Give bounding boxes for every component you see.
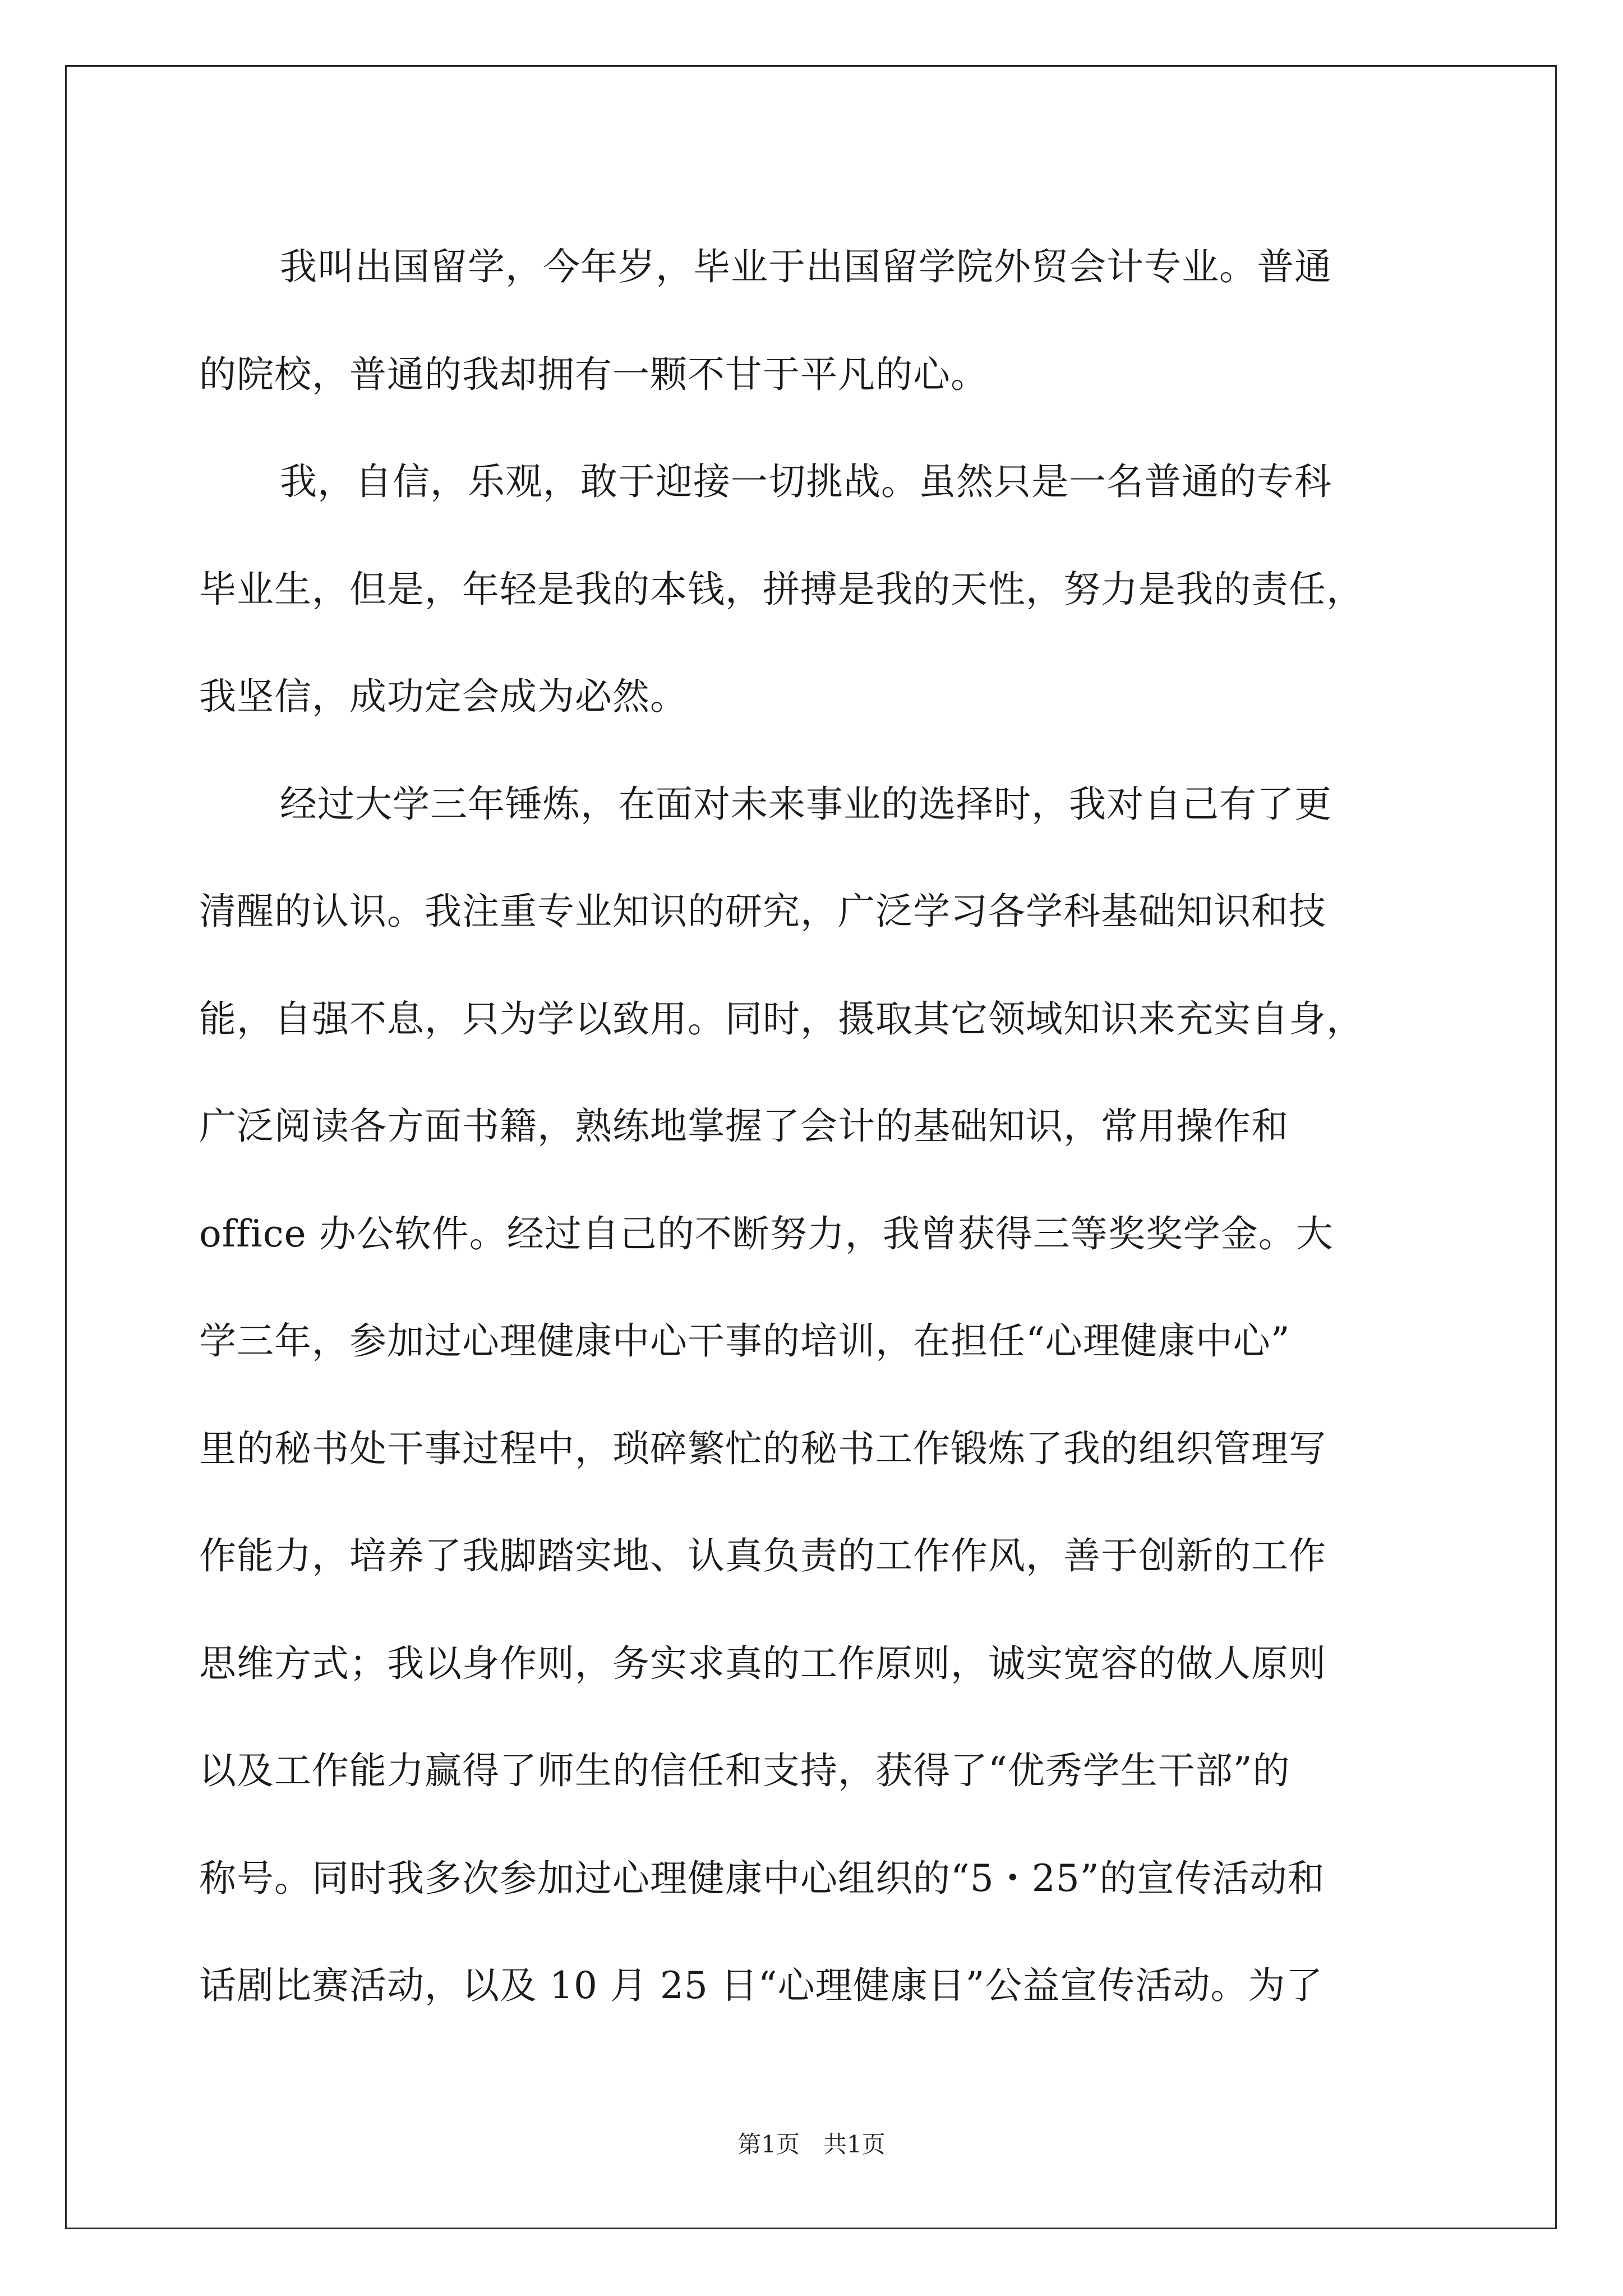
document-body [199,213,1472,2040]
text-line: 毕业生，但是，年轻是我的本钱，拼搏是我的天性，努力是我的责任， [199,567,1364,611]
text-line: 话剧比赛活动，以及 10 月 25 日“心理健康日”公益宣传活动。为了 [199,1964,1324,2007]
text-line: 我坚信，成功定会成为必然。 [199,675,688,718]
text-line: 经过大学三年锤炼，在面对未来事业的选择时，我对自己有了更 [280,782,1332,826]
text-line: 我，自信，乐观，敢于迎接一切挑战。虽然只是一名普通的专科 [280,460,1332,503]
text-line: 里的秘书处干事过程中，琐碎繁忙的秘书工作锻炼了我的组织管理写 [199,1427,1326,1470]
text-line: 的院校，普通的我却拥有一颗不甘于平凡的心。 [199,352,988,396]
text-line: office 办公软件。经过自己的不断努力，我曾获得三等奖奖学金。大 [199,1212,1334,1255]
text-line: 我叫出国留学，今年岁，毕业于出国留学院外贸会计专业。普通 [280,245,1332,288]
text-line: 以及工作能力赢得了师生的信任和支持，获得了“优秀学生干部”的 [199,1749,1290,1792]
text-line: 思维方式；我以身作则，务实求真的工作原则，诚实宽容的做人原则 [199,1641,1326,1685]
text-line: 清醒的认识。我注重专业知识的研究，广泛学习各学科基础知识和技 [199,890,1326,933]
text-line: 能，自强不息，只为学以致用。同时，摄取其它领域知识来充实自身， [199,997,1364,1041]
text-line: 广泛阅读各方面书籍，熟练地掌握了会计的基础知识，常用操作和 [199,1105,1289,1148]
text-line: 学三年，参加过心理健康中心干事的培训，在担任“心理健康中心” [199,1319,1290,1363]
text-line: 作能力，培养了我脚踏实地、认真负责的工作作风，善于创新的工作 [199,1534,1326,1577]
text-line: 称号。同时我多次参加过心理健康中心组织的“5・25”的宣传活动和 [199,1856,1325,1900]
page-number-footer: 第1页 共1页 [737,2131,886,2158]
